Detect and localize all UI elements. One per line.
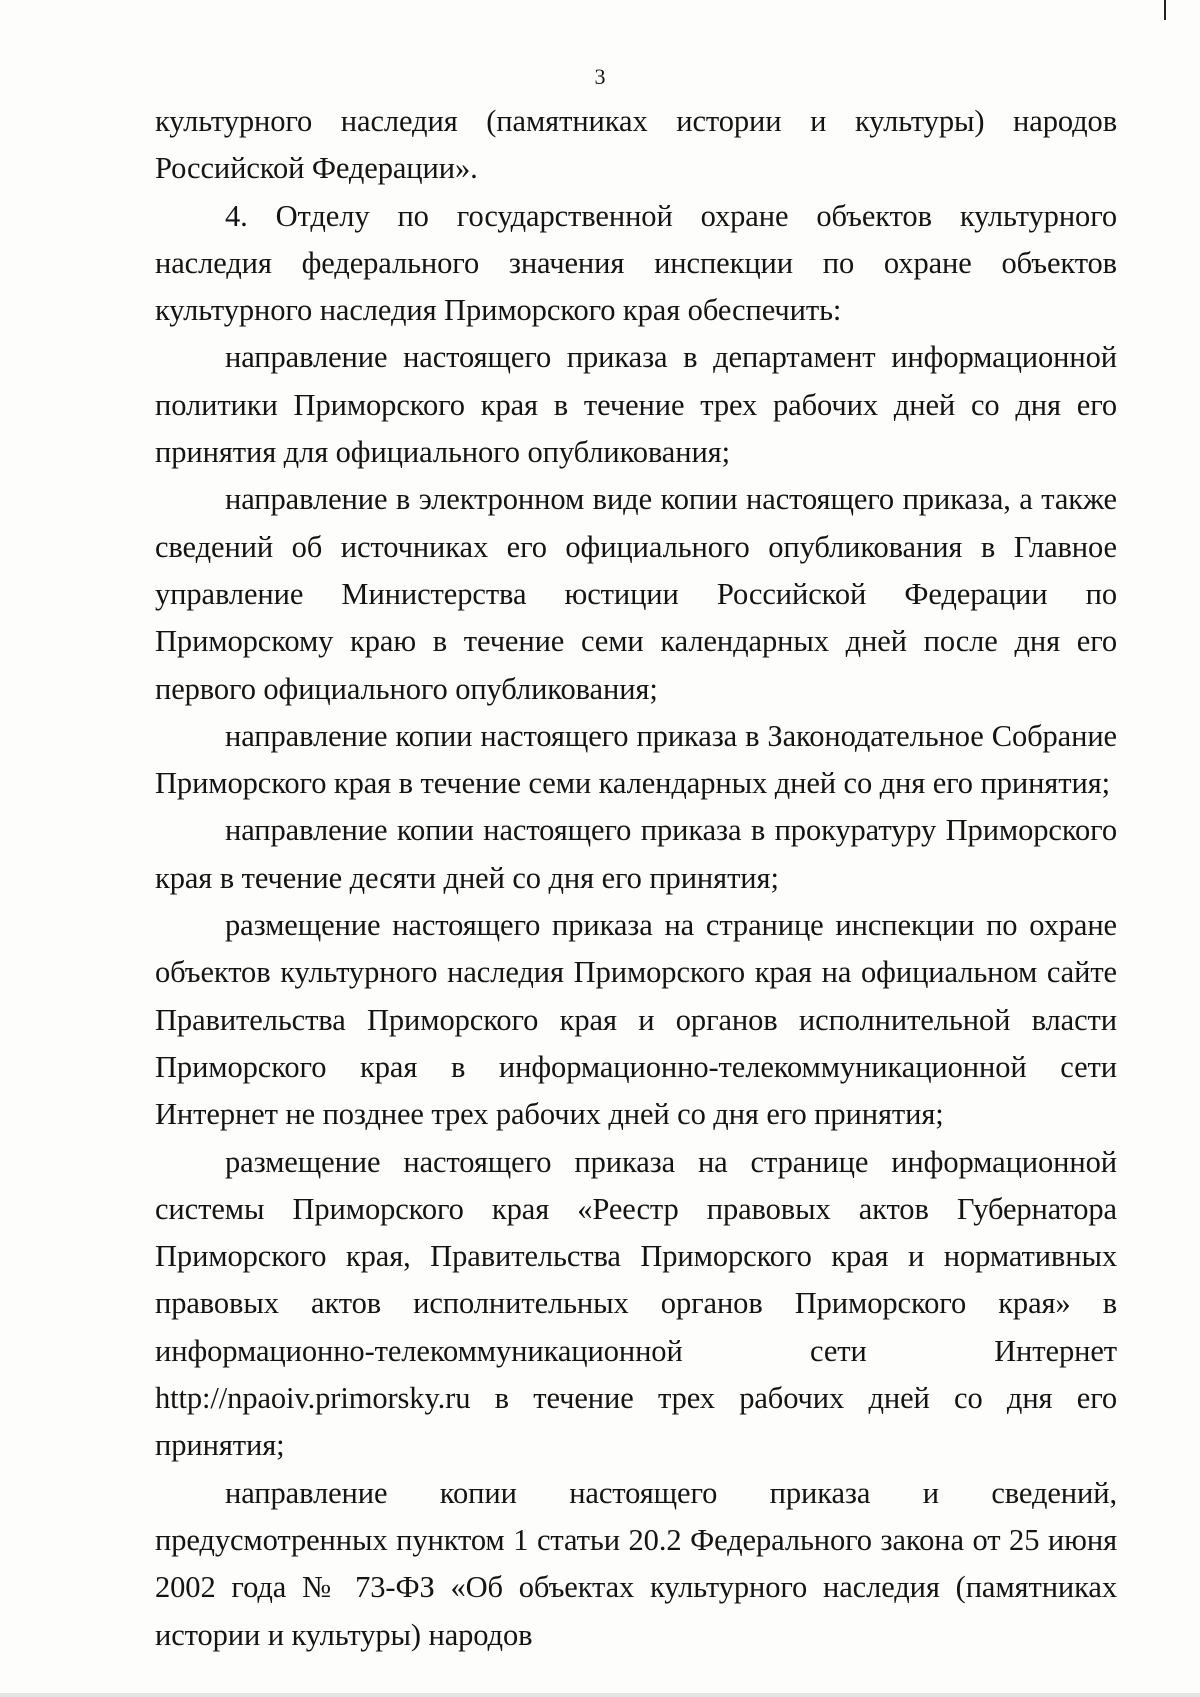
paragraph-prosecutor: направление копии настоящего приказа в прокуратуру Приморского края в течение десяти дней со дня его принятия; — [155, 813, 1117, 895]
paragraph-registry-system: размещение настоящего приказа на странице информационной системы Приморского края «Реестр правовых актов Губернатора Приморского края, Правительства Приморского края и нормативных правовых актов исполнительных органов Приморского края» в информационно-телекоммуникационной сети Интернет http://npaoiv.primorsky.ru в течение трех рабочих дней со дня его принятия; — [155, 1144, 1117, 1463]
paragraph-official-site: размещение настоящего приказа на странице инспекции по охране объектов культурного наследия Приморского края на официальном сайте Правительства Приморского края и органов исполнительной власти Приморского края в информационно-телекоммуникационной сети Интернет не позднее трех рабочих дней со дня его принятия; — [155, 908, 1117, 1132]
paragraph-publication-direction: направление настоящего приказа в департамент информационной политики Приморского края в течение трех рабочих дней со дня его принятия для официального опубликования; — [155, 340, 1117, 470]
scan-edge-mark — [1164, 0, 1166, 20]
paragraph-item-4: 4. Отделу по государственной охране объектов культурного наследия федерального значения инспекции по охране объектов культурного наследия Приморского края обеспечить: — [155, 198, 1117, 328]
paragraph-legislative-assembly: направление копии настоящего приказа в Законодательное Собрание Приморского края в течение семи календарных дней со дня его принятия; — [155, 718, 1117, 801]
page-number: 3 — [594, 64, 606, 89]
document-body — [155, 98, 1117, 1659]
paragraph-copy-and-info: направление копии настоящего приказа и сведений, предусмотренных пунктом 1 статьи 20.2 Федерального закона от 25 июня 2002 года № 73-ФЗ «Об объектах культурного наследия (памятниках истории и культуры) народов — [155, 1475, 1117, 1652]
scan-bottom-edge — [0, 1693, 1200, 1697]
paragraph-continuation: культурного наследия (памятниках истории и культуры) народов Российской Федерации». — [155, 104, 1117, 186]
paragraph-electronic-copy: направление в электронном виде копии настоящего приказа, а также сведений об источниках его официального опубликования в Главное управление Министерства юстиции Российской Федерации по Приморскому краю в течение семи календарных дней после дня его первого официального опубликования; — [155, 482, 1117, 706]
